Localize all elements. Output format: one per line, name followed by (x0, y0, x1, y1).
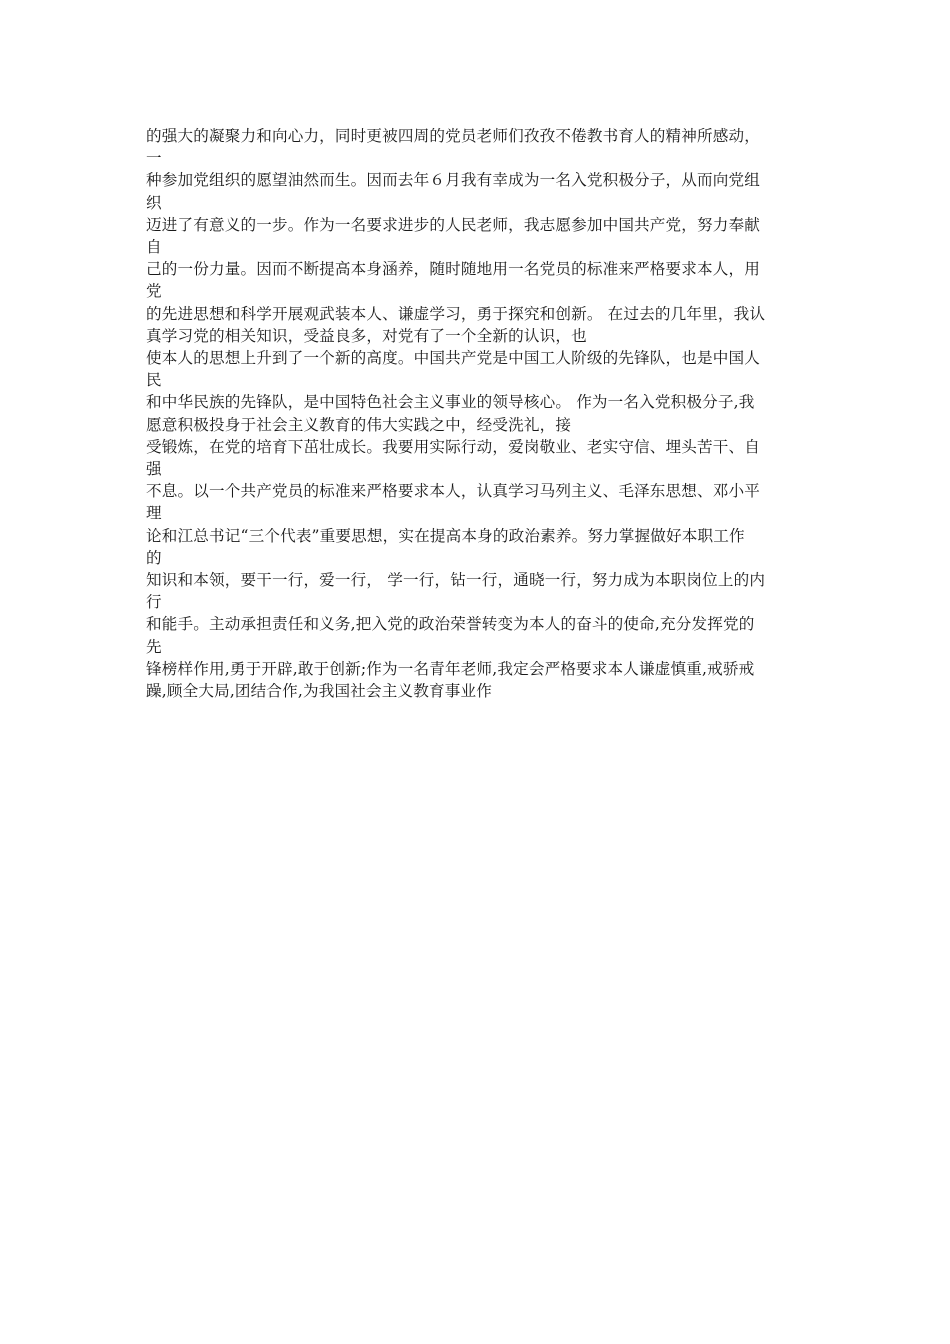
text-line: 的强大的凝聚力和向心力，同时更被四周的党员老师们孜孜不倦教书育人的精神所感动， (146, 127, 761, 145)
text-line: 行 (146, 593, 162, 612)
text-line: 先 (146, 637, 162, 656)
text-line: 的先进思想和科学开展观武装本人、谦虚学习，勇于探究和创新。 在过去的几年里，我认 (146, 304, 766, 323)
text-line: 一 (146, 149, 162, 168)
text-line: 不息。以一个共产党员的标准来严格要求本人，认真学习马列主义、毛泽东思想、邓小平 (146, 482, 761, 501)
text-line: 种参加党组织的愿望油然而生。因而去年６月我有幸成为一名入党积极分子，从而向党组 (146, 171, 761, 190)
text-line: 的 (146, 548, 162, 567)
text-line: 知识和本领，要干一行，爱一行， 学一行，钻一行，通晓一行，努力成为本职岗位上的内 (146, 571, 766, 590)
text-line: 和能手。主动承担责任和义务,把入党的政治荣誉转变为本人的奋斗的使命,充分发挥党的 (146, 615, 755, 634)
text-line: 锋榜样作用,勇于开辟,敢于创新;作为一名青年老师,我定会严格要求本人谦虚慎重,戒骄戒 (146, 659, 755, 678)
text-line: 真学习党的相关知识，受益良多，对党有了一个全新的认识，也 (146, 326, 587, 345)
text-line: 民 (146, 371, 162, 390)
text-line: 己的一份力量。因而不断提高本身涵养，随时随地用一名党员的标准来严格要求本人，用 (146, 260, 761, 279)
text-line: 自 (146, 238, 162, 257)
text-line: 躁,顾全大局,团结合作,为我国社会主义教育事业作 (146, 682, 492, 701)
text-line: 迈进了有意义的一步。作为一名要求进步的人民老师，我志愿参加中国共产党，努力奉献 (146, 215, 761, 234)
text-line: 强 (146, 460, 162, 479)
text-line: 愿意积极投身于社会主义教育的伟大实践之中，经受洗礼，接 (146, 415, 572, 434)
text-line: 论和江总书记“三个代表”重要思想，实在提高本身的政治素养。努力掌握做好本职工作 (146, 526, 745, 545)
document-body (146, 125, 816, 702)
text-line: 受锻炼，在党的培育下茁壮成长。我要用实际行动，爱岗敬业、老实守信、埋头苦干、自 (146, 437, 761, 456)
text-line: 理 (146, 504, 162, 523)
text-line: 使本人的思想上升到了一个新的高度。中国共产党是中国工人阶级的先锋队，也是中国人 (146, 349, 761, 368)
text-line: 和中华民族的先锋队，是中国特色社会主义事业的领导核心。 作为一名入党积极分子,我 (146, 393, 755, 412)
text-line: 党 (146, 282, 162, 301)
text-line: 织 (146, 193, 162, 212)
